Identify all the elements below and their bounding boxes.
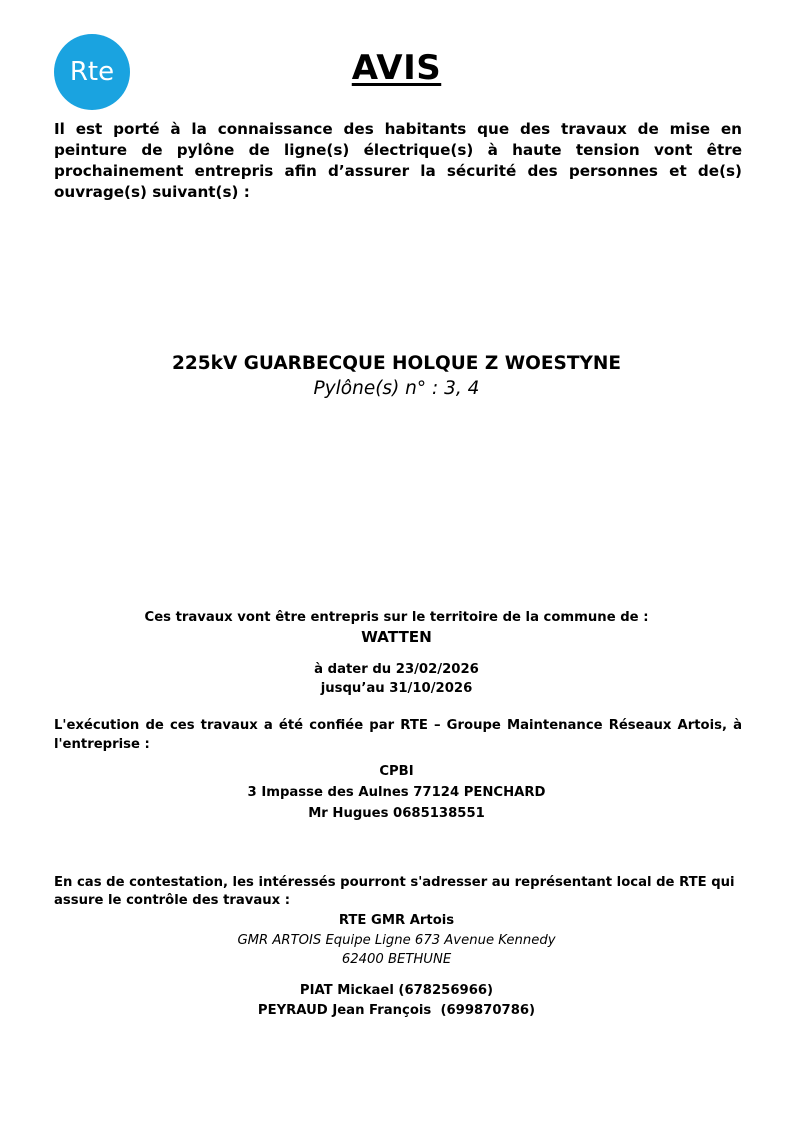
contractor-contact: Mr Hugues 0685138551 [308,806,485,821]
contractor-name: CPBI [379,764,414,779]
execution-paragraph: L'exécution de ces travaux a été confiée par RTE – Groupe Maintenance Réseaux Artois, à l'entreprise : [54,718,742,752]
contractor-block [0,761,793,824]
page-title: AVIS [351,48,442,88]
contractor-address: 3 Impasse des Aulnes 77124 PENCHARD [247,785,546,800]
representative-name: RTE GMR Artois [338,913,455,928]
representative-address-2: 62400 BETHUNE [341,952,452,967]
representative-address-1: GMR ARTOIS Equipe Ligne 673 Avenue Kennedy [237,933,556,948]
commune-name: WATTEN [361,628,432,646]
contact-peyraud: PEYRAUD Jean François (699870786) [257,1003,536,1018]
start-date: à dater du 23/02/2026 [314,662,479,677]
representative-block [0,911,793,969]
intro-paragraph: Il est porté à la connaissance des habitants que des travaux de mise en peinture de pylône de ligne(s) électrique(s) à haute tension vont être prochainement entrepris afin d’assurer la sécurité des personnes et de(s) ouvrage(s) suivant(s) : [54,120,742,201]
contestation-paragraph: En cas de contestation, les intéressés pourront s'adresser au représentant local de RTE qui assure le contrôle des travaux : [54,875,735,908]
pylon-numbers: Pylône(s) n° : 3, 4 [313,378,480,399]
commune-intro: Ces travaux vont être entrepris sur le territoire de la commune de : [144,610,649,625]
end-date: jusqu’au 31/10/2026 [320,681,473,696]
contact-piat: PIAT Mickael (678256966) [299,983,494,998]
rte-logo-text: Rte [69,57,115,87]
representative-contacts [0,981,793,1021]
work-dates [0,660,793,698]
line-name: 225kV GUARBECQUE HOLQUE Z WOESTYNE [172,353,621,374]
